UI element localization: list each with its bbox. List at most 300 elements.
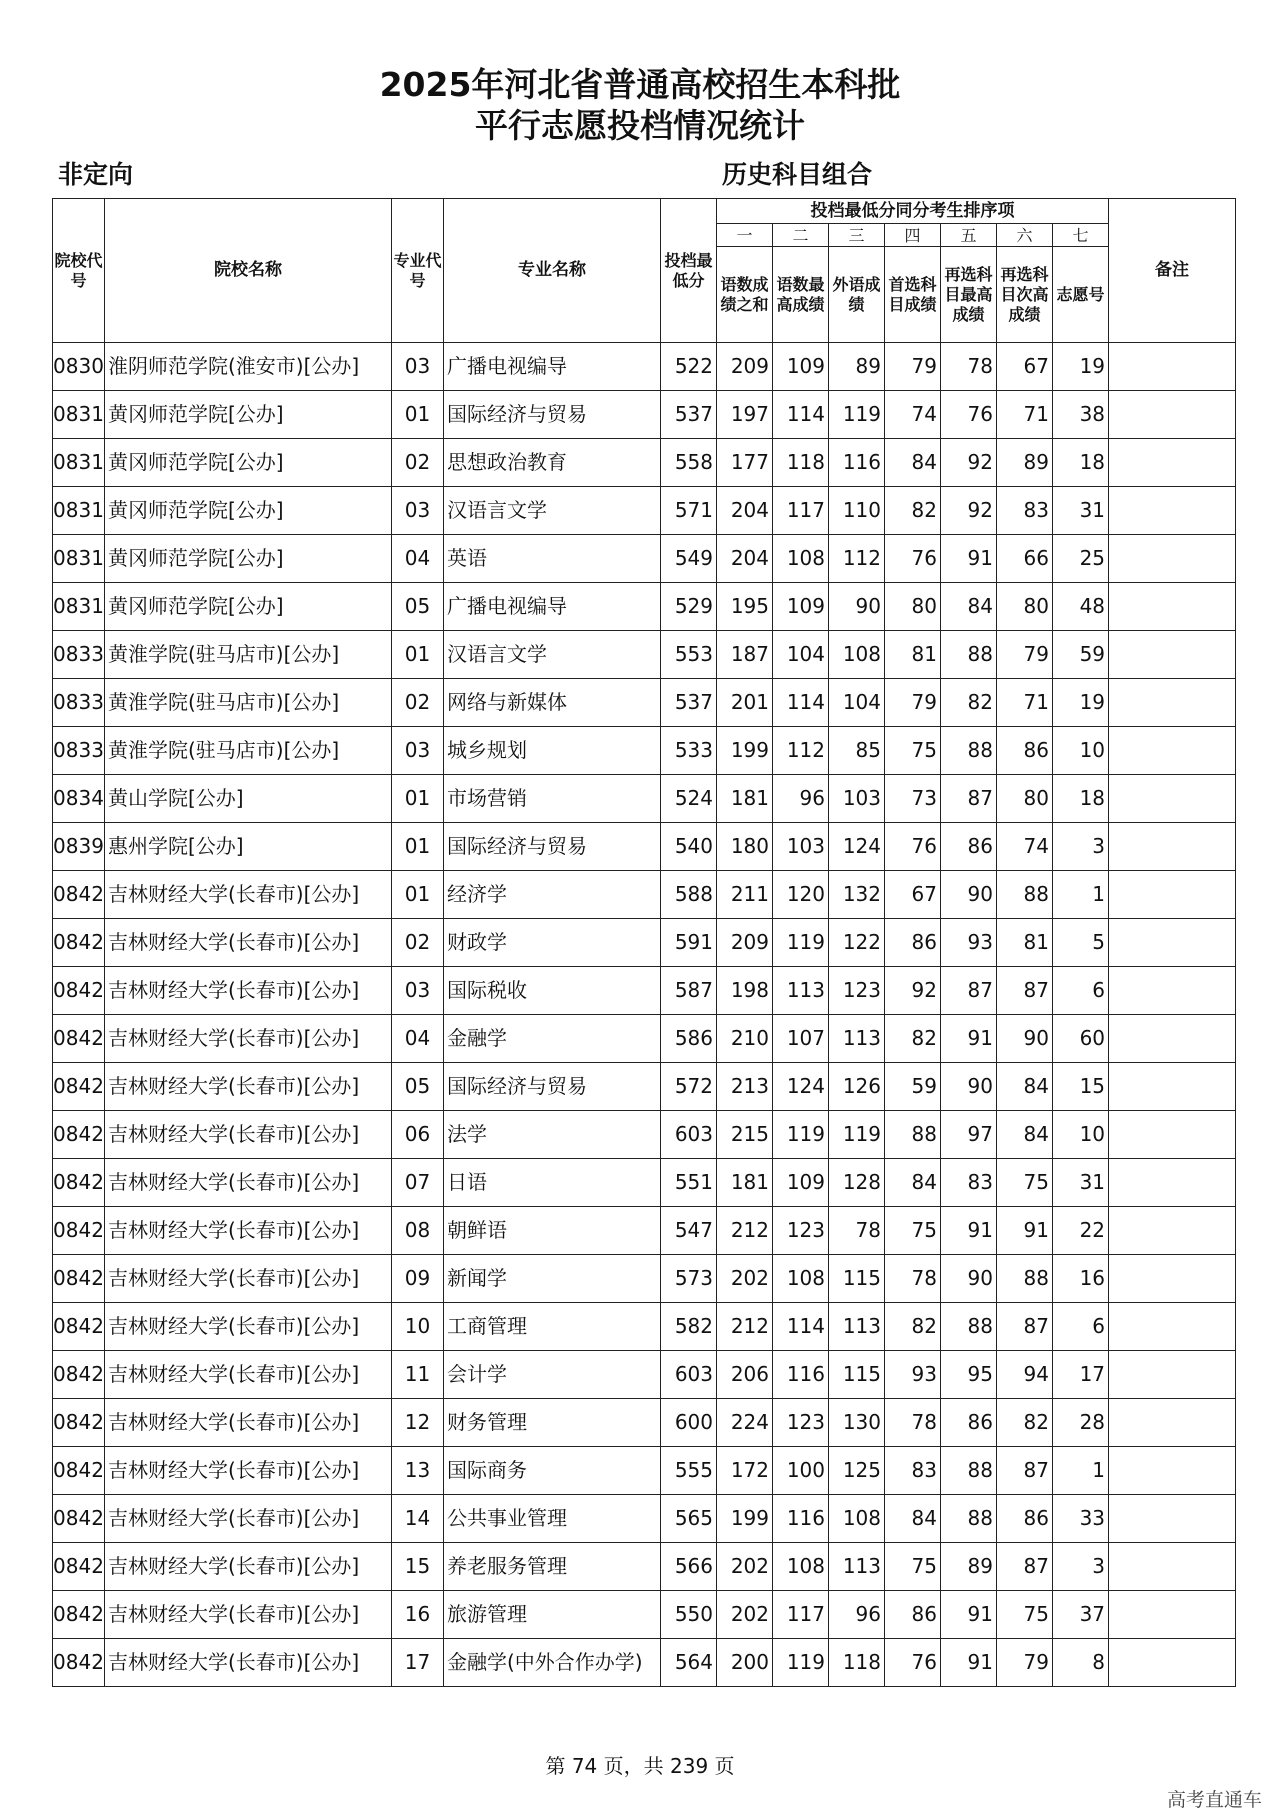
cell-school-code: 0831	[53, 535, 105, 583]
cell-preference-no: 18	[1053, 439, 1109, 487]
cell-school-name: 吉林财经大学(长春市)[公办]	[105, 1303, 392, 1351]
cell-major-code: 05	[392, 1063, 444, 1111]
cell-elective-second: 75	[997, 1159, 1053, 1207]
cell-sum-chinese-math: 177	[717, 439, 773, 487]
cell-school-code: 0833	[53, 631, 105, 679]
table-row	[53, 1591, 1236, 1639]
cell-school-name: 吉林财经大学(长春市)[公办]	[105, 1255, 392, 1303]
table-row	[53, 967, 1236, 1015]
cell-max-chinese-math: 116	[773, 1351, 829, 1399]
header-major-name: 专业名称	[444, 199, 661, 343]
cell-school-name: 黄山学院[公办]	[105, 775, 392, 823]
cell-min-score: 582	[661, 1303, 717, 1351]
cell-max-chinese-math: 104	[773, 631, 829, 679]
cell-max-chinese-math: 109	[773, 1159, 829, 1207]
cell-major-code: 16	[392, 1591, 444, 1639]
header-school-code: 院校代号	[53, 199, 105, 343]
cell-foreign-language: 108	[829, 631, 885, 679]
cell-max-chinese-math: 113	[773, 967, 829, 1015]
table-row	[53, 919, 1236, 967]
cell-elective-second: 88	[997, 871, 1053, 919]
cell-primary-subject: 75	[885, 1543, 941, 1591]
cell-min-score: 547	[661, 1207, 717, 1255]
cell-school-name: 黄淮学院(驻马店市)[公办]	[105, 727, 392, 775]
cell-foreign-language: 112	[829, 535, 885, 583]
cell-primary-subject: 84	[885, 1495, 941, 1543]
cell-school-code: 0842	[53, 1639, 105, 1687]
cell-sum-chinese-math: 204	[717, 535, 773, 583]
document-title-line1: 2025年河北省普通高校招生本科批	[379, 65, 901, 104]
cell-elective-max: 90	[941, 1063, 997, 1111]
cell-major-name: 市场营销	[444, 775, 661, 823]
cell-remarks	[1109, 1111, 1236, 1159]
cell-school-code: 0831	[53, 439, 105, 487]
cell-max-chinese-math: 103	[773, 823, 829, 871]
cell-major-name: 财务管理	[444, 1399, 661, 1447]
cell-max-chinese-math: 124	[773, 1063, 829, 1111]
cell-min-score: 540	[661, 823, 717, 871]
cell-sum-chinese-math: 215	[717, 1111, 773, 1159]
cell-elective-second: 86	[997, 1495, 1053, 1543]
cell-sum-chinese-math: 209	[717, 919, 773, 967]
cell-max-chinese-math: 109	[773, 343, 829, 391]
cell-elective-max: 82	[941, 679, 997, 727]
cell-sum-chinese-math: 202	[717, 1591, 773, 1639]
cell-min-score: 603	[661, 1111, 717, 1159]
cell-min-score: 533	[661, 727, 717, 775]
cell-elective-second: 80	[997, 583, 1053, 631]
cell-elective-max: 86	[941, 1399, 997, 1447]
cell-primary-subject: 76	[885, 535, 941, 583]
cell-major-name: 金融学(中外合作办学)	[444, 1639, 661, 1687]
cell-elective-second: 80	[997, 775, 1053, 823]
cell-elective-max: 90	[941, 1255, 997, 1303]
cell-elective-max: 84	[941, 583, 997, 631]
cell-sum-chinese-math: 212	[717, 1207, 773, 1255]
cell-major-code: 08	[392, 1207, 444, 1255]
cell-remarks	[1109, 1255, 1236, 1303]
cell-min-score: 573	[661, 1255, 717, 1303]
cell-major-name: 法学	[444, 1111, 661, 1159]
cell-primary-subject: 92	[885, 967, 941, 1015]
cell-min-score: 551	[661, 1159, 717, 1207]
cell-remarks	[1109, 1015, 1236, 1063]
subject-group-label: 历史科目组合	[722, 160, 873, 189]
cell-school-code: 0839	[53, 823, 105, 871]
cell-elective-max: 91	[941, 1591, 997, 1639]
cell-min-score: 564	[661, 1639, 717, 1687]
cell-max-chinese-math: 96	[773, 775, 829, 823]
cell-major-name: 广播电视编导	[444, 343, 661, 391]
cell-sum-chinese-math: 201	[717, 679, 773, 727]
cell-elective-second: 84	[997, 1063, 1053, 1111]
cell-elective-second: 67	[997, 343, 1053, 391]
cell-major-name: 国际经济与贸易	[444, 823, 661, 871]
cell-school-code: 0842	[53, 1207, 105, 1255]
cell-foreign-language: 115	[829, 1351, 885, 1399]
cell-min-score: 587	[661, 967, 717, 1015]
table-body	[53, 343, 1236, 1687]
cell-elective-max: 91	[941, 1015, 997, 1063]
cell-elective-max: 93	[941, 919, 997, 967]
cell-major-code: 06	[392, 1111, 444, 1159]
header-tie-number: 四	[885, 224, 941, 247]
header-tie-item: 语数最高成绩	[773, 247, 829, 343]
cell-school-code: 0842	[53, 1255, 105, 1303]
cell-max-chinese-math: 117	[773, 1591, 829, 1639]
cell-school-code: 0831	[53, 487, 105, 535]
cell-school-name: 吉林财经大学(长春市)[公办]	[105, 919, 392, 967]
cell-major-code: 04	[392, 1015, 444, 1063]
cell-school-code: 0834	[53, 775, 105, 823]
header-tie-item: 再选科目次高成绩	[997, 247, 1053, 343]
cell-major-code: 05	[392, 583, 444, 631]
cell-sum-chinese-math: 202	[717, 1543, 773, 1591]
cell-primary-subject: 84	[885, 439, 941, 487]
cell-min-score: 558	[661, 439, 717, 487]
cell-school-name: 吉林财经大学(长春市)[公办]	[105, 1351, 392, 1399]
header-tie-number: 六	[997, 224, 1053, 247]
cell-school-code: 0842	[53, 1159, 105, 1207]
cell-elective-second: 66	[997, 535, 1053, 583]
cell-major-code: 15	[392, 1543, 444, 1591]
cell-school-name: 黄冈师范学院[公办]	[105, 487, 392, 535]
cell-elective-max: 87	[941, 775, 997, 823]
cell-preference-no: 3	[1053, 823, 1109, 871]
header-remarks: 备注	[1109, 199, 1236, 343]
cell-school-name: 吉林财经大学(长春市)[公办]	[105, 967, 392, 1015]
cell-major-code: 11	[392, 1351, 444, 1399]
cell-school-code: 0831	[53, 391, 105, 439]
cell-major-code: 09	[392, 1255, 444, 1303]
cell-max-chinese-math: 100	[773, 1447, 829, 1495]
cell-preference-no: 6	[1053, 1303, 1109, 1351]
cell-min-score: 591	[661, 919, 717, 967]
cell-preference-no: 16	[1053, 1255, 1109, 1303]
cell-min-score: 553	[661, 631, 717, 679]
cell-min-score: 550	[661, 1591, 717, 1639]
cell-min-score: 524	[661, 775, 717, 823]
cell-sum-chinese-math: 209	[717, 343, 773, 391]
header-school-name: 院校名称	[105, 199, 392, 343]
table-row	[53, 343, 1236, 391]
cell-major-code: 13	[392, 1447, 444, 1495]
cell-preference-no: 3	[1053, 1543, 1109, 1591]
cell-school-name: 黄淮学院(驻马店市)[公办]	[105, 631, 392, 679]
cell-sum-chinese-math: 211	[717, 871, 773, 919]
cell-max-chinese-math: 119	[773, 1111, 829, 1159]
cell-school-code: 0842	[53, 1303, 105, 1351]
table-row	[53, 1015, 1236, 1063]
cell-elective-second: 90	[997, 1015, 1053, 1063]
cell-foreign-language: 108	[829, 1495, 885, 1543]
table-row	[53, 583, 1236, 631]
header-tie-item: 再选科目最高成绩	[941, 247, 997, 343]
cell-major-name: 英语	[444, 535, 661, 583]
cell-sum-chinese-math: 180	[717, 823, 773, 871]
cell-foreign-language: 103	[829, 775, 885, 823]
cell-min-score: 529	[661, 583, 717, 631]
cell-preference-no: 37	[1053, 1591, 1109, 1639]
cell-remarks	[1109, 1351, 1236, 1399]
cell-sum-chinese-math: 181	[717, 775, 773, 823]
cell-foreign-language: 119	[829, 391, 885, 439]
cell-remarks	[1109, 919, 1236, 967]
cell-school-code: 0842	[53, 1447, 105, 1495]
table-row	[53, 679, 1236, 727]
category-label: 非定向	[58, 160, 134, 189]
cell-major-code: 03	[392, 967, 444, 1015]
header-tie-number: 五	[941, 224, 997, 247]
cell-max-chinese-math: 119	[773, 1639, 829, 1687]
cell-school-code: 0842	[53, 1111, 105, 1159]
cell-min-score: 522	[661, 343, 717, 391]
cell-preference-no: 6	[1053, 967, 1109, 1015]
cell-elective-second: 79	[997, 631, 1053, 679]
cell-max-chinese-math: 114	[773, 679, 829, 727]
table-row	[53, 1495, 1236, 1543]
cell-foreign-language: 118	[829, 1639, 885, 1687]
cell-foreign-language: 113	[829, 1543, 885, 1591]
cell-primary-subject: 82	[885, 487, 941, 535]
cell-sum-chinese-math: 212	[717, 1303, 773, 1351]
cell-max-chinese-math: 123	[773, 1399, 829, 1447]
cell-primary-subject: 75	[885, 1207, 941, 1255]
cell-preference-no: 17	[1053, 1351, 1109, 1399]
header-min-score: 投档最低分	[661, 199, 717, 343]
cell-elective-second: 71	[997, 679, 1053, 727]
cell-elective-max: 95	[941, 1351, 997, 1399]
cell-foreign-language: 89	[829, 343, 885, 391]
cell-foreign-language: 128	[829, 1159, 885, 1207]
cell-major-code: 12	[392, 1399, 444, 1447]
cell-foreign-language: 96	[829, 1591, 885, 1639]
cell-major-name: 广播电视编导	[444, 583, 661, 631]
header-tie-number: 七	[1053, 224, 1109, 247]
table-row	[53, 535, 1236, 583]
cell-preference-no: 22	[1053, 1207, 1109, 1255]
cell-school-name: 吉林财经大学(长春市)[公办]	[105, 871, 392, 919]
header-tie-number: 一	[717, 224, 773, 247]
cell-elective-second: 86	[997, 727, 1053, 775]
cell-max-chinese-math: 108	[773, 535, 829, 583]
cell-remarks	[1109, 1207, 1236, 1255]
cell-school-name: 吉林财经大学(长春市)[公办]	[105, 1543, 392, 1591]
cell-primary-subject: 75	[885, 727, 941, 775]
cell-max-chinese-math: 114	[773, 391, 829, 439]
cell-elective-max: 86	[941, 823, 997, 871]
cell-primary-subject: 81	[885, 631, 941, 679]
cell-primary-subject: 73	[885, 775, 941, 823]
cell-major-name: 公共事业管理	[444, 1495, 661, 1543]
cell-preference-no: 19	[1053, 343, 1109, 391]
cell-school-name: 黄冈师范学院[公办]	[105, 583, 392, 631]
cell-max-chinese-math: 117	[773, 487, 829, 535]
page-number: 第 74 页，共 239 页	[545, 1754, 735, 1778]
cell-major-code: 03	[392, 487, 444, 535]
cell-remarks	[1109, 1495, 1236, 1543]
cell-school-name: 淮阴师范学院(淮安市)[公办]	[105, 343, 392, 391]
cell-elective-second: 83	[997, 487, 1053, 535]
cell-elective-max: 88	[941, 1447, 997, 1495]
cell-elective-max: 92	[941, 439, 997, 487]
cell-foreign-language: 110	[829, 487, 885, 535]
cell-foreign-language: 116	[829, 439, 885, 487]
cell-sum-chinese-math: 204	[717, 487, 773, 535]
table-row	[53, 871, 1236, 919]
header-tie-item: 语数成绩之和	[717, 247, 773, 343]
cell-min-score: 537	[661, 679, 717, 727]
cell-elective-second: 74	[997, 823, 1053, 871]
table-row	[53, 1207, 1236, 1255]
cell-preference-no: 10	[1053, 727, 1109, 775]
cell-major-code: 01	[392, 391, 444, 439]
cell-min-score: 565	[661, 1495, 717, 1543]
cell-school-name: 黄冈师范学院[公办]	[105, 535, 392, 583]
cell-major-name: 日语	[444, 1159, 661, 1207]
cell-major-name: 金融学	[444, 1015, 661, 1063]
cell-preference-no: 8	[1053, 1639, 1109, 1687]
cell-min-score: 537	[661, 391, 717, 439]
cell-major-name: 汉语言文学	[444, 487, 661, 535]
cell-preference-no: 5	[1053, 919, 1109, 967]
cell-max-chinese-math: 108	[773, 1543, 829, 1591]
cell-school-code: 0842	[53, 1063, 105, 1111]
table-row	[53, 1351, 1236, 1399]
cell-major-code: 01	[392, 871, 444, 919]
cell-elective-max: 76	[941, 391, 997, 439]
cell-sum-chinese-math: 172	[717, 1447, 773, 1495]
cell-preference-no: 33	[1053, 1495, 1109, 1543]
cell-primary-subject: 67	[885, 871, 941, 919]
cell-school-name: 黄冈师范学院[公办]	[105, 439, 392, 487]
cell-primary-subject: 59	[885, 1063, 941, 1111]
cell-foreign-language: 130	[829, 1399, 885, 1447]
cell-school-name: 吉林财经大学(长春市)[公办]	[105, 1639, 392, 1687]
cell-preference-no: 38	[1053, 391, 1109, 439]
cell-preference-no: 25	[1053, 535, 1109, 583]
cell-max-chinese-math: 109	[773, 583, 829, 631]
cell-elective-second: 79	[997, 1639, 1053, 1687]
cell-preference-no: 28	[1053, 1399, 1109, 1447]
cell-major-code: 03	[392, 343, 444, 391]
cell-sum-chinese-math: 198	[717, 967, 773, 1015]
cell-elective-second: 81	[997, 919, 1053, 967]
cell-primary-subject: 79	[885, 343, 941, 391]
cell-max-chinese-math: 120	[773, 871, 829, 919]
cell-major-name: 新闻学	[444, 1255, 661, 1303]
cell-min-score: 586	[661, 1015, 717, 1063]
table-row	[53, 727, 1236, 775]
cell-school-name: 吉林财经大学(长春市)[公办]	[105, 1495, 392, 1543]
document-title-line2: 平行志愿投档情况统计	[475, 106, 805, 145]
cell-primary-subject: 80	[885, 583, 941, 631]
cell-remarks	[1109, 823, 1236, 871]
cell-foreign-language: 113	[829, 1015, 885, 1063]
table-row	[53, 1255, 1236, 1303]
cell-major-name: 会计学	[444, 1351, 661, 1399]
table-row	[53, 1111, 1236, 1159]
cell-remarks	[1109, 775, 1236, 823]
cell-remarks	[1109, 631, 1236, 679]
cell-max-chinese-math: 116	[773, 1495, 829, 1543]
cell-max-chinese-math: 108	[773, 1255, 829, 1303]
cell-major-name: 国际经济与贸易	[444, 1063, 661, 1111]
cell-min-score: 600	[661, 1399, 717, 1447]
cell-foreign-language: 119	[829, 1111, 885, 1159]
cell-primary-subject: 82	[885, 1303, 941, 1351]
cell-max-chinese-math: 107	[773, 1015, 829, 1063]
cell-preference-no: 60	[1053, 1015, 1109, 1063]
cell-elective-max: 88	[941, 727, 997, 775]
header-tie-number: 三	[829, 224, 885, 247]
cell-elective-second: 87	[997, 1543, 1053, 1591]
cell-primary-subject: 74	[885, 391, 941, 439]
cell-major-code: 01	[392, 823, 444, 871]
cell-remarks	[1109, 1639, 1236, 1687]
cell-school-code: 0842	[53, 1591, 105, 1639]
cell-elective-second: 87	[997, 1447, 1053, 1495]
table-row	[53, 775, 1236, 823]
cell-elective-max: 89	[941, 1543, 997, 1591]
cell-remarks	[1109, 727, 1236, 775]
cell-foreign-language: 90	[829, 583, 885, 631]
cell-elective-max: 90	[941, 871, 997, 919]
cell-school-name: 吉林财经大学(长春市)[公办]	[105, 1063, 392, 1111]
cell-foreign-language: 126	[829, 1063, 885, 1111]
cell-max-chinese-math: 114	[773, 1303, 829, 1351]
cell-remarks	[1109, 535, 1236, 583]
cell-sum-chinese-math: 206	[717, 1351, 773, 1399]
cell-major-code: 03	[392, 727, 444, 775]
header-tie-item: 外语成绩	[829, 247, 885, 343]
cell-primary-subject: 83	[885, 1447, 941, 1495]
cell-school-code: 0833	[53, 679, 105, 727]
cell-primary-subject: 93	[885, 1351, 941, 1399]
cell-primary-subject: 88	[885, 1111, 941, 1159]
table-row	[53, 1303, 1236, 1351]
cell-major-code: 17	[392, 1639, 444, 1687]
cell-max-chinese-math: 118	[773, 439, 829, 487]
cell-foreign-language: 122	[829, 919, 885, 967]
cell-preference-no: 15	[1053, 1063, 1109, 1111]
cell-major-code: 02	[392, 679, 444, 727]
cell-preference-no: 1	[1053, 871, 1109, 919]
cell-elective-second: 94	[997, 1351, 1053, 1399]
table-row	[53, 1447, 1236, 1495]
cell-foreign-language: 132	[829, 871, 885, 919]
cell-school-code: 0833	[53, 727, 105, 775]
table-row	[53, 439, 1236, 487]
cell-school-code: 0831	[53, 583, 105, 631]
cell-major-code: 04	[392, 535, 444, 583]
cell-major-name: 网络与新媒体	[444, 679, 661, 727]
cell-major-name: 国际商务	[444, 1447, 661, 1495]
cell-remarks	[1109, 343, 1236, 391]
cell-school-name: 吉林财经大学(长春市)[公办]	[105, 1015, 392, 1063]
cell-remarks	[1109, 1303, 1236, 1351]
cell-sum-chinese-math: 199	[717, 1495, 773, 1543]
table-row	[53, 487, 1236, 535]
cell-major-code: 02	[392, 919, 444, 967]
cell-remarks	[1109, 1399, 1236, 1447]
cell-remarks	[1109, 1543, 1236, 1591]
table-row	[53, 1399, 1236, 1447]
cell-school-code: 0842	[53, 1495, 105, 1543]
table-header	[53, 199, 1236, 343]
cell-elective-second: 71	[997, 391, 1053, 439]
cell-major-name: 国际税收	[444, 967, 661, 1015]
